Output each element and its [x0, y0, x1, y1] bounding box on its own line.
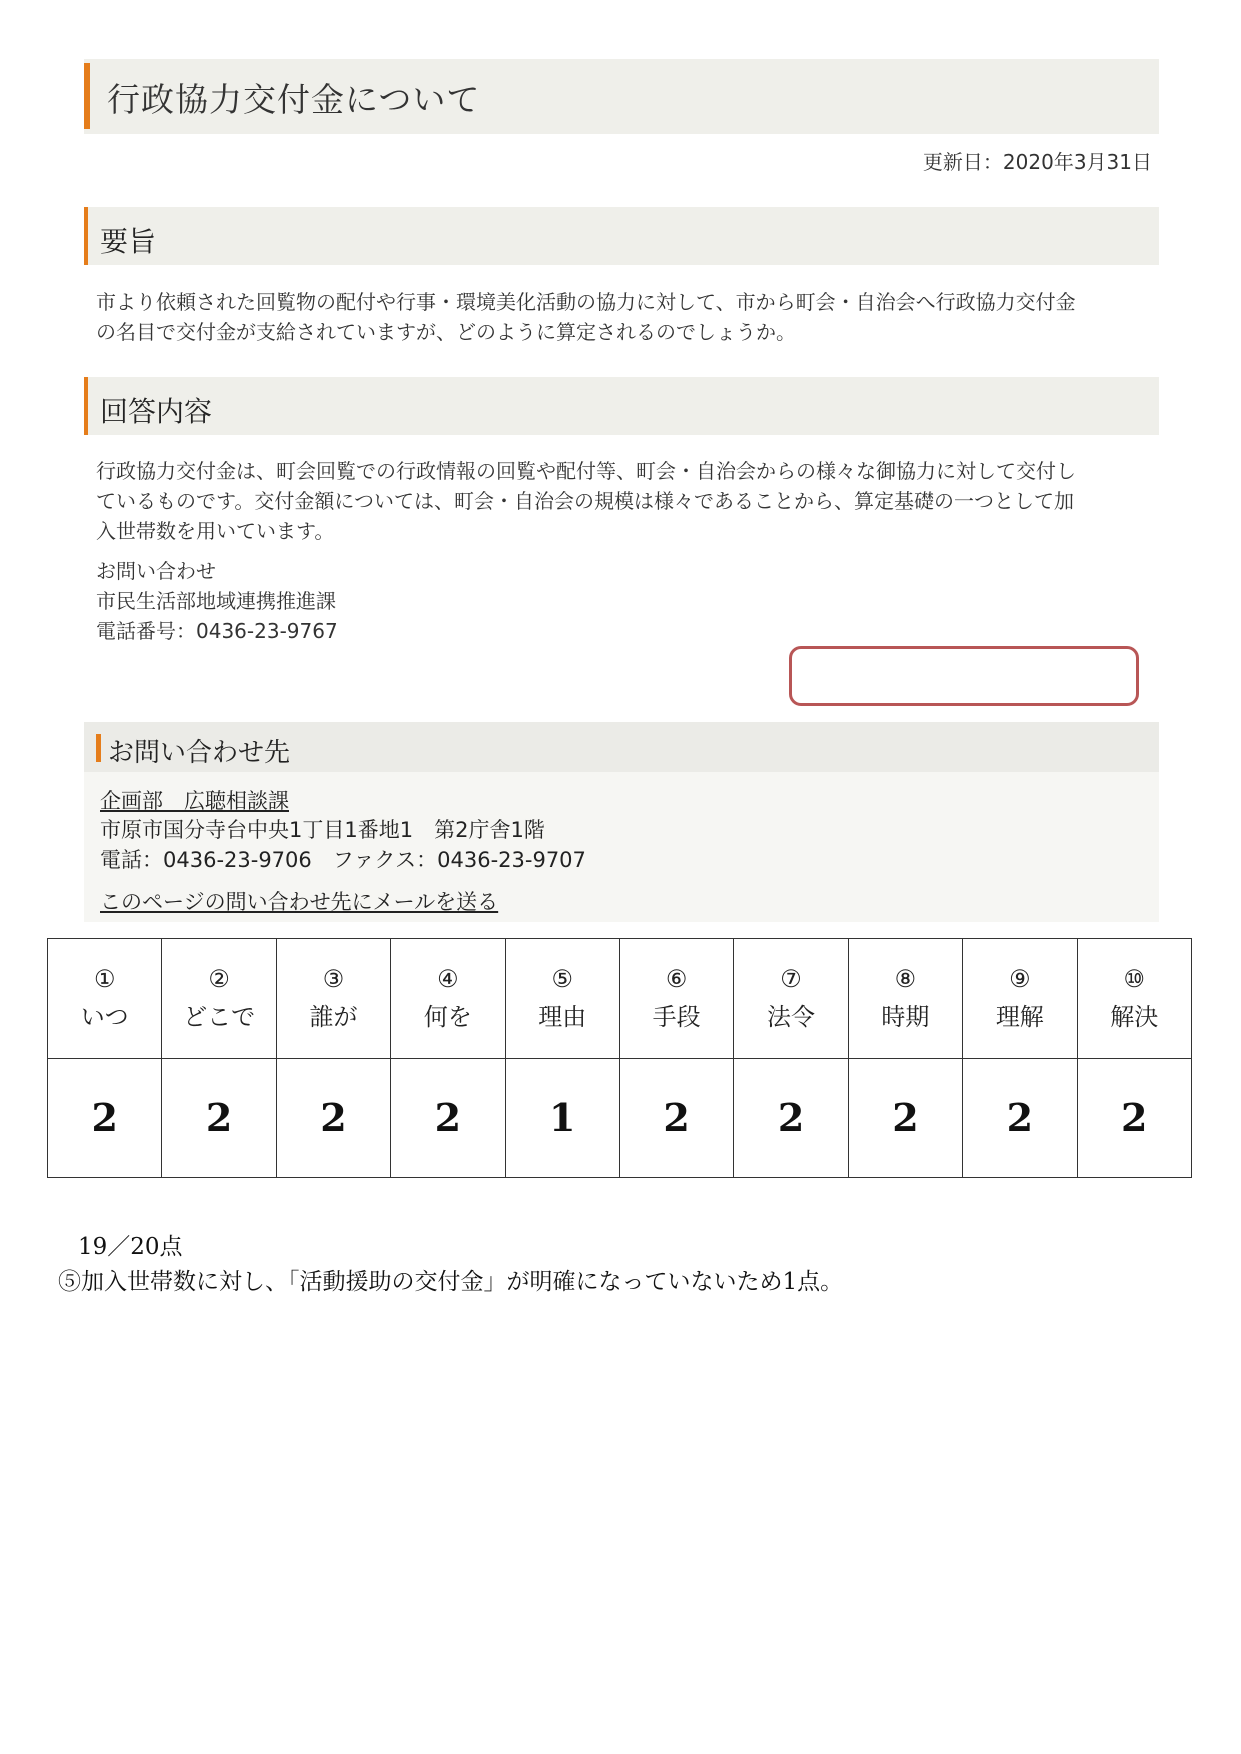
contact-label: お問い合わせ	[96, 559, 216, 583]
score-table	[47, 938, 1192, 1178]
summary-line: の名目で交付金が支給されていますが、どのように算定されるのでしょうか。	[96, 320, 796, 344]
answer-accent-bar	[84, 377, 88, 435]
inquiry-heading: お問い合わせ先	[108, 738, 291, 768]
score-header-cell: ④ 何を	[391, 939, 505, 1059]
summary-heading: 要旨	[100, 225, 157, 258]
answer-heading: 回答内容	[100, 395, 213, 428]
inquiry-phone-fax: 電話：0436-23-9706 ファクス：0436-23-9707	[100, 848, 586, 872]
summary-heading-box	[84, 207, 1159, 265]
total-score: 19／20点	[78, 1234, 183, 1260]
answer-line: 行政協力交付金は、町会回覧での行政情報の回覧や配付等、町会・自治会からの様々な御協力に対して交付し	[96, 459, 1076, 483]
score-header-cell: ① いつ	[48, 939, 162, 1059]
inquiry-address: 市原市国分寺台中央1丁目1番地1 第2庁舎1階	[100, 818, 545, 842]
score-value-cell: 2	[1077, 1058, 1191, 1178]
answer-line: 入世帯数を用いています。	[96, 519, 335, 543]
summary-line: 市より依頼された回覧物の配付や行事・環境美化活動の協力に対して、市から町会・自治会へ行政協力交付金	[96, 290, 1076, 314]
score-value-cell: 2	[391, 1058, 505, 1178]
score-header-cell: ⑤ 理由	[505, 939, 619, 1059]
score-value-cell: 1	[505, 1058, 619, 1178]
score-header-cell: ⑥ 手段	[619, 939, 733, 1059]
mail-link[interactable]: このページの問い合わせ先にメールを送る	[100, 890, 499, 914]
score-header-cell: ③ 誰が	[276, 939, 390, 1059]
score-comment: ⑤加入世帯数に対し、「活動援助の交付金」が明確になっていないため1点。	[58, 1269, 844, 1295]
dept-link[interactable]: 企画部 広聴相談課	[100, 789, 289, 813]
score-header-cell: ⑦ 法令	[734, 939, 848, 1059]
contact-phone: 電話番号：0436-23-9767	[96, 619, 338, 643]
highlight-box	[789, 646, 1139, 706]
summary-accent-bar	[84, 207, 88, 265]
contact-dept: 市民生活部地域連携推進課	[96, 589, 336, 613]
score-value-cell: 2	[963, 1058, 1077, 1178]
score-value-cell: 2	[734, 1058, 848, 1178]
answer-line: ているものです。交付金額については、町会・自治会の規模は様々であることから、算定基礎の一つとして加	[96, 489, 1074, 513]
page-title: 行政協力交付金について	[107, 80, 481, 119]
updated-date: 更新日：2020年3月31日	[922, 150, 1152, 174]
score-value-cell: 2	[619, 1058, 733, 1178]
score-header-cell: ⑩ 解決	[1077, 939, 1191, 1059]
answer-text	[96, 456, 1156, 546]
title-accent-bar	[84, 63, 90, 129]
score-header-cell: ⑨ 理解	[963, 939, 1077, 1059]
score-value-row	[48, 1058, 1192, 1178]
score-header-cell: ② どこで	[162, 939, 276, 1059]
inquiry-accent-bar	[96, 734, 101, 762]
score-value-cell: 2	[48, 1058, 162, 1178]
summary-text	[96, 287, 1156, 347]
answer-heading-box	[84, 377, 1159, 435]
score-value-cell: 2	[848, 1058, 962, 1178]
score-value-cell: 2	[162, 1058, 276, 1178]
score-value-cell: 2	[276, 1058, 390, 1178]
score-header-cell: ⑧ 時期	[848, 939, 962, 1059]
score-header-row	[48, 939, 1192, 1059]
